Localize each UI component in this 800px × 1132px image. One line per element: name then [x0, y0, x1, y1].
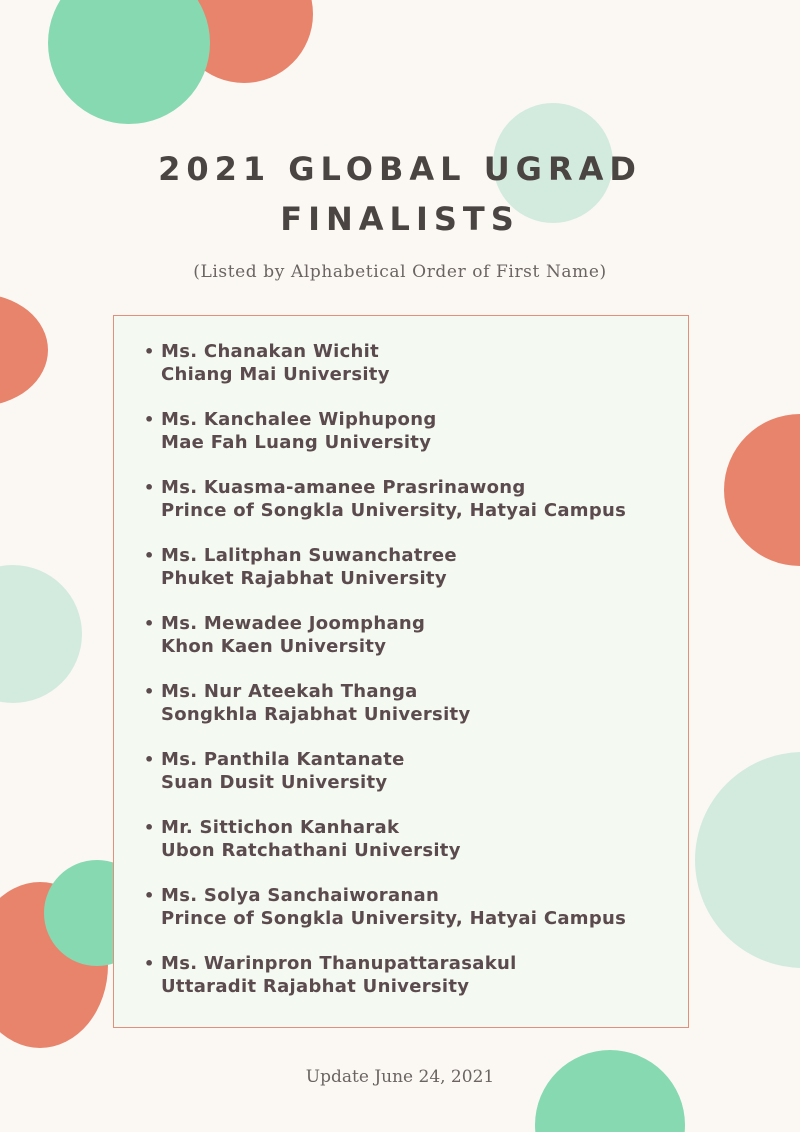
decor-circle-mint-left	[0, 565, 82, 703]
decor-circle-coral-left	[0, 294, 48, 406]
decor-circle-mint-right	[695, 752, 800, 968]
finalist-university: Chiang Mai University	[161, 364, 390, 385]
decor-circle-coral-right	[724, 414, 800, 566]
bullet-icon: •	[144, 682, 155, 701]
title-line-1: 2021 GLOBAL UGRAD	[158, 150, 642, 188]
page-title	[100, 144, 700, 244]
finalists-panel	[113, 315, 689, 1028]
finalist-entry	[144, 340, 678, 408]
finalist-name: Ms. Kanchalee Wiphupong	[161, 409, 437, 430]
bullet-icon: •	[144, 478, 155, 497]
finalist-university: Khon Kaen University	[161, 636, 387, 657]
finalist-name: Ms. Mewadee Joomphang	[161, 613, 426, 634]
finalist-university: Phuket Rajabhat University	[161, 568, 447, 589]
finalist-name: Ms. Warinpron Thanupattarasakul	[161, 953, 517, 974]
finalist-university: Uttaradit Rajabhat University	[161, 976, 470, 997]
finalist-name: Ms. Solya Sanchaiworanan	[161, 885, 440, 906]
bullet-icon: •	[144, 954, 155, 973]
bullet-icon: •	[144, 546, 155, 565]
finalist-entry	[144, 476, 678, 544]
finalist-entry	[144, 748, 678, 816]
finalist-entry	[144, 408, 678, 476]
finalist-name: Ms. Nur Ateekah Thanga	[161, 681, 418, 702]
finalist-name: Mr. Sittichon Kanharak	[161, 817, 400, 838]
finalist-name: Ms. Panthila Kantanate	[161, 749, 405, 770]
decor-circle-green-bottom	[535, 1050, 685, 1132]
finalist-entry	[144, 680, 678, 748]
finalist-entry	[144, 816, 678, 884]
finalist-university: Songkhla Rajabhat University	[161, 704, 471, 725]
finalist-name: Ms. Chanakan Wichit	[161, 341, 380, 362]
finalist-entry	[144, 612, 678, 680]
finalist-university: Prince of Songkla University, Hatyai Campus	[161, 500, 627, 521]
bullet-icon: •	[144, 886, 155, 905]
finalist-entry	[144, 544, 678, 612]
finalist-university: Ubon Ratchathani University	[161, 840, 461, 861]
bullet-icon: •	[144, 410, 155, 429]
bullet-icon: •	[144, 818, 155, 837]
finalist-university: Suan Dusit University	[161, 772, 388, 793]
finalists-list	[144, 340, 678, 1020]
finalist-entry	[144, 952, 678, 1020]
finalist-university: Prince of Songkla University, Hatyai Campus	[161, 908, 627, 929]
update-date: Update June 24, 2021	[305, 1067, 495, 1087]
bullet-icon: •	[144, 750, 155, 769]
title-line-2: FINALISTS	[280, 200, 520, 238]
decor-circle-green-top	[48, 0, 210, 124]
finalist-name: Ms. Kuasma-amanee Prasrinawong	[161, 477, 526, 498]
finalist-entry	[144, 884, 678, 952]
finalist-name: Ms. Lalitphan Suwanchatree	[161, 545, 457, 566]
subtitle: (Listed by Alphabetical Order of First Name)	[193, 262, 607, 282]
bullet-icon: •	[144, 342, 155, 361]
finalist-university: Mae Fah Luang University	[161, 432, 432, 453]
bullet-icon: •	[144, 614, 155, 633]
